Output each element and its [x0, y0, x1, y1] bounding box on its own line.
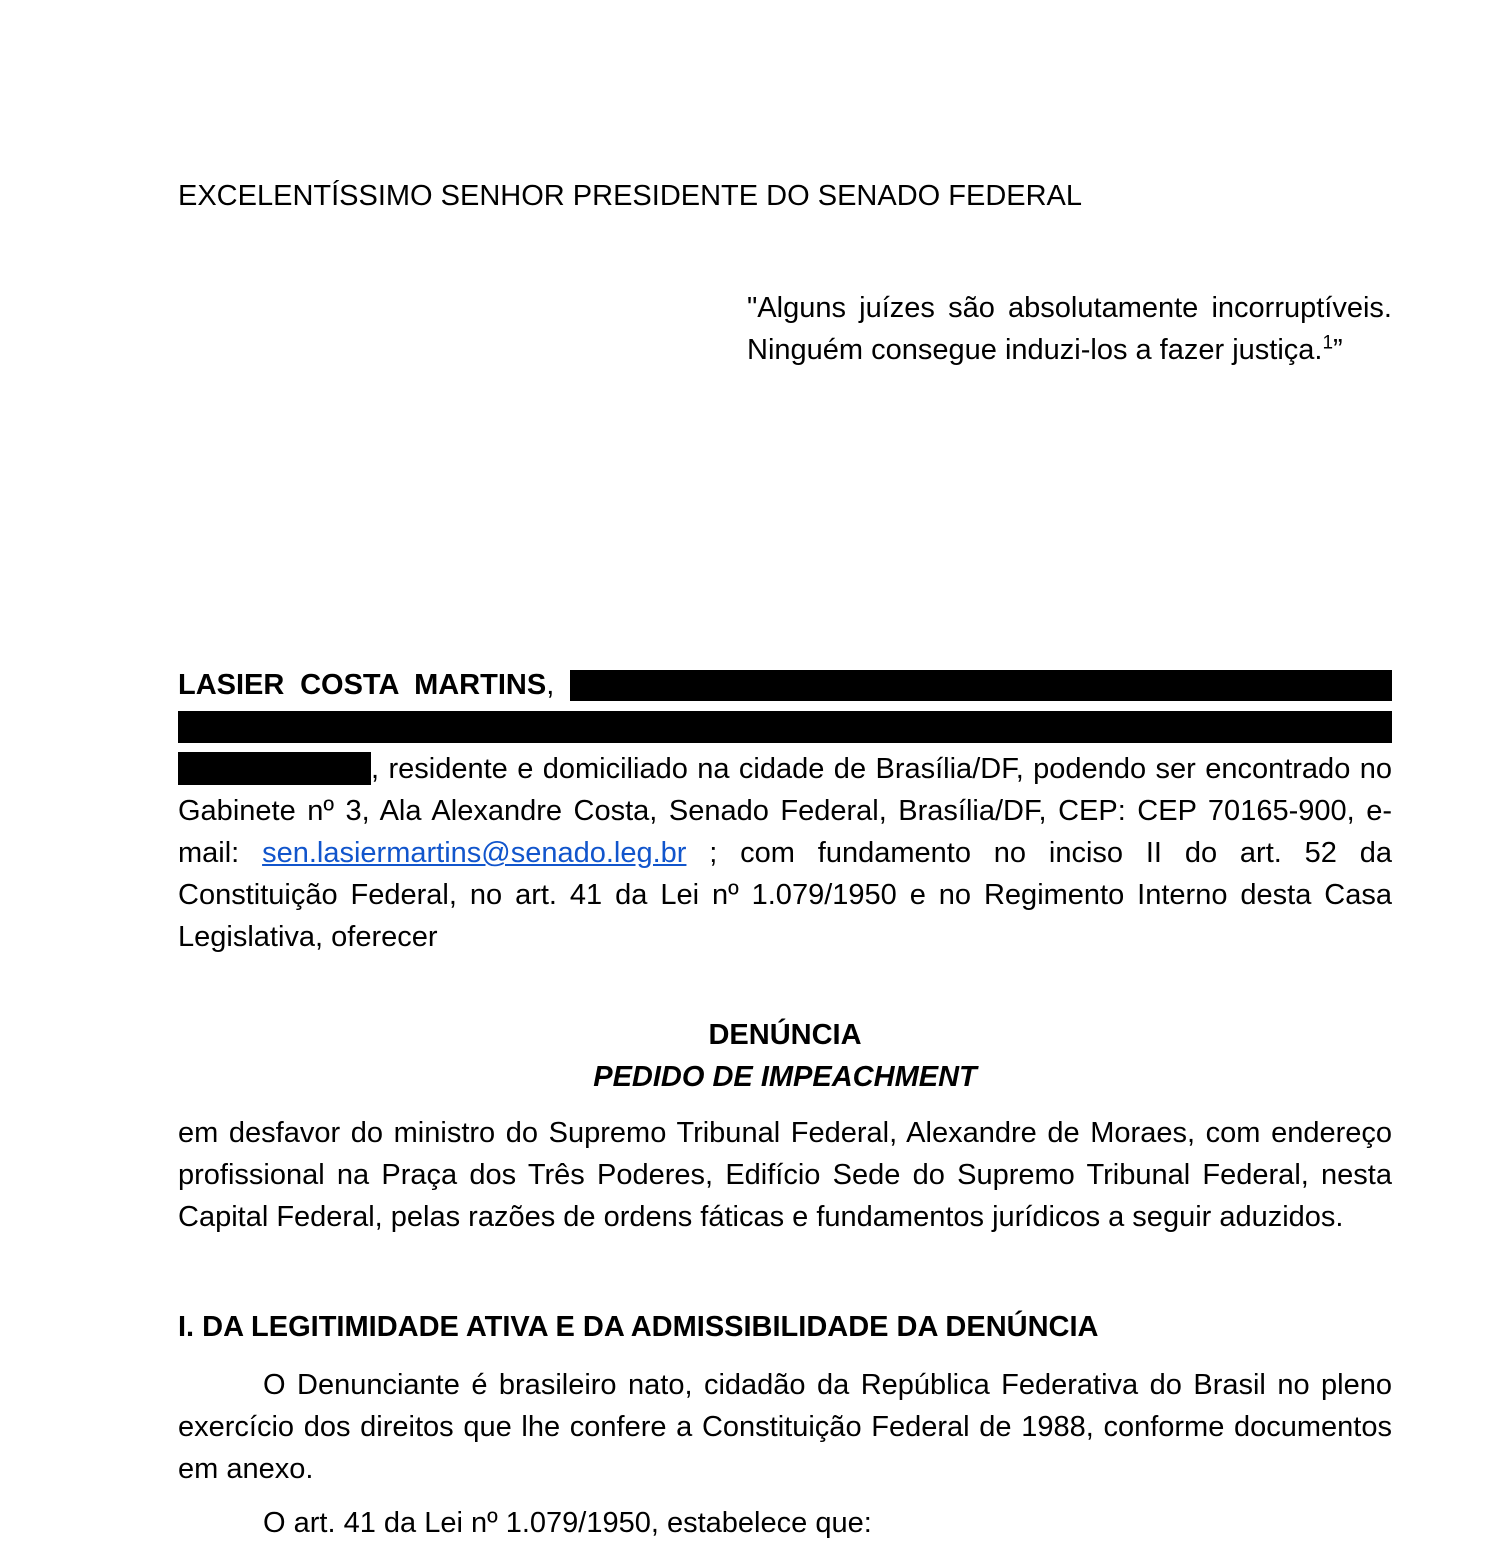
epigraph-text: "Alguns juízes são absolutamente incorruptíveis. Ninguém consegue induzi-los a fazer justiça.: [747, 292, 1392, 366]
qualification-text: , residente e domiciliado na cidade de Brasília/DF, podendo ser encontrado no Gabinete nº 3, Ala Alexandre Costa, Senado Federal, Brasília/DF, CEP: CEP 70165-900, e-mail:: [178, 753, 1392, 869]
redaction-bar-3: [178, 752, 371, 785]
document-title-block: [178, 1014, 1392, 1098]
qualification-paragraph: [178, 664, 1392, 958]
addressee-heading: EXCELENTÍSSIMO SENHOR PRESIDENTE DO SENADO FEDERAL: [178, 180, 1083, 212]
document-subtitle: PEDIDO DE IMPEACHMENT: [593, 1061, 977, 1093]
document-title: DENÚNCIA: [708, 1019, 862, 1051]
author-name-separator: ,: [546, 669, 570, 701]
respondent-paragraph: em desfavor do ministro do Supremo Tribunal Federal, Alexandre de Moraes, com endereço profissional na Praça dos Três Poderes, Edifício Sede do Supremo Tribunal Federal, nesta Capital Federal, pelas razões de ordens fáticas e fundamentos jurídicos a seguir aduzidos.: [178, 1117, 1392, 1233]
footnote-reference: 1: [1322, 332, 1334, 354]
section-1-heading: I. DA LEGITIMIDADE ATIVA E DA ADMISSIBILIDADE DA DENÚNCIA: [178, 1311, 1099, 1343]
email-link[interactable]: sen.lasiermartins@senado.leg.br: [262, 837, 687, 869]
epigraph-quote: [747, 287, 1392, 371]
redaction-bar-2: [178, 711, 1392, 743]
qualification-closing-text: ; com fundamento no inciso II do art. 52 da Constituição Federal, no art. 41 da Lei nº 1.079/1950 e no Regimento Interno desta Casa Legislativa, oferecer: [178, 837, 1392, 953]
redaction-bar-1: [570, 670, 1392, 701]
legitimacy-paragraph: O Denunciante é brasileiro nato, cidadão da República Federativa do Brasil no pleno exercício dos direitos que lhe confere a Constituição Federal de 1988, conforme documentos em anexo.: [178, 1369, 1392, 1485]
author-name: LASIER COSTA MARTINS: [178, 669, 547, 701]
epigraph-closing-quote: ”: [1333, 334, 1343, 366]
law-article-paragraph: O art. 41 da Lei nº 1.079/1950, estabelece que:: [263, 1507, 872, 1539]
